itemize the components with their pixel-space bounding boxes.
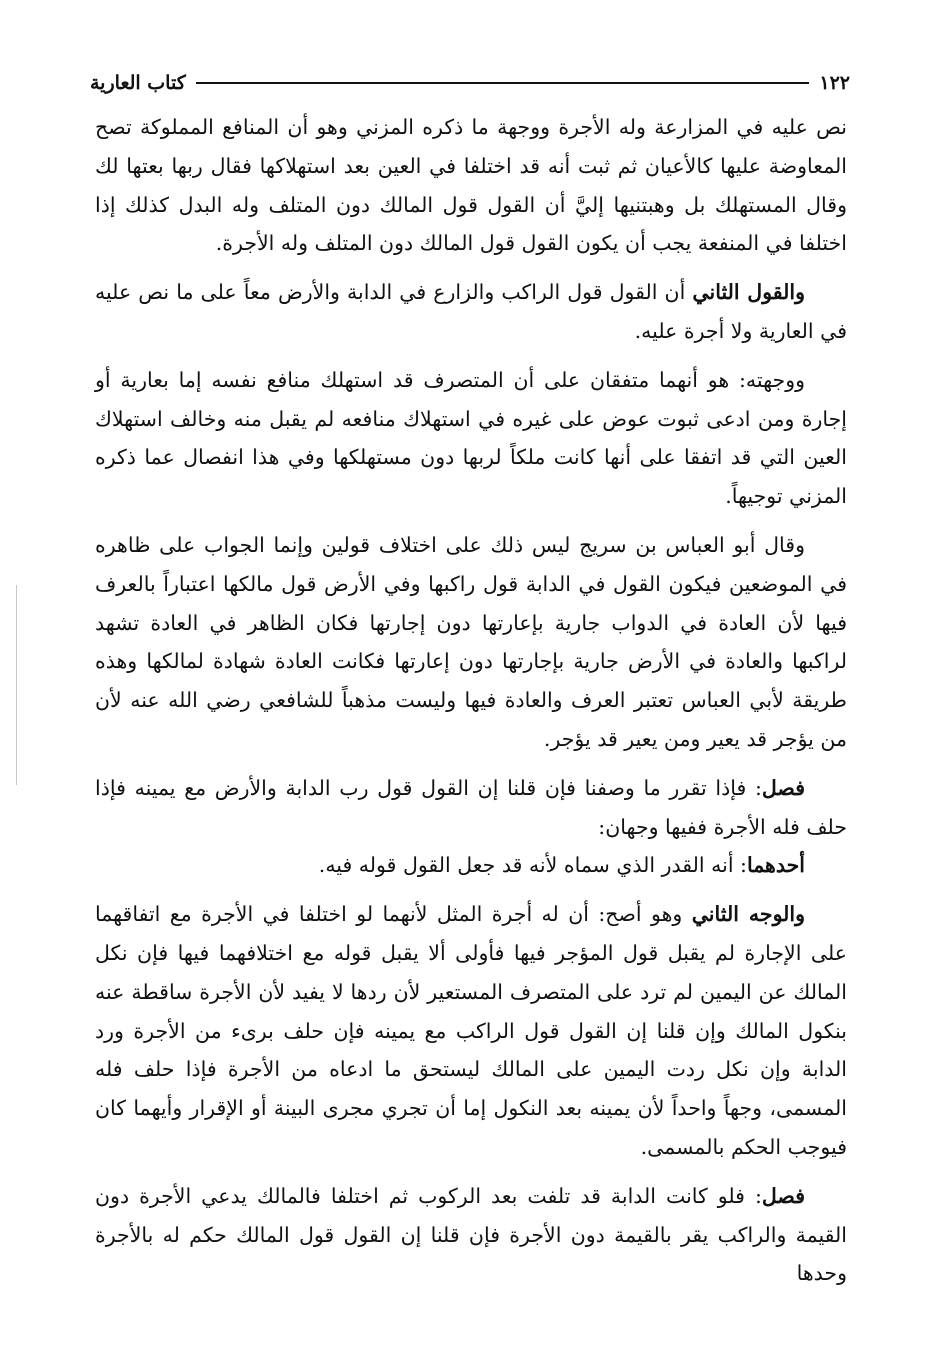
scan-edge-mark (16, 585, 17, 785)
paragraph-lead: والقول الثاني (692, 280, 806, 305)
paragraph-text: : فإذا تقرر ما وصفنا فإن قلنا إن القول قول رب الدابة والأرض مع يمينه فإذا حلف فله الأجرة ففيها وجهان: (95, 775, 847, 839)
paragraph (95, 769, 847, 847)
paragraph-text: : فلو كانت الدابة قد تلفت بعد الركوب ثم اختلفا فالمالك يدعي الأجرة دون القيمة والراكب يقر بالقيمة دون الأجرة فإن قلنا إن القول قول المالك حكم له بالأجرة وحدها (95, 1183, 847, 1286)
paragraph (95, 361, 847, 516)
paragraph-lead: فصل (761, 1183, 805, 1208)
paragraph-text: نص عليه في المزارعة وله الأجرة ووجهة ما ذكره المزني وهو أن المنافع المملوكة تصح المعاوضة عليها كالأعيان ثم ثبت أنه قد اختلفا في العين بعد استهلاكها فقال ربها بعتها لك وقال المستهلك بل وهبتنيها إليَّ أن القول قول المالك دون المتلف وله البدل كذلك إذا اختلفا في المنفعة يجب أن يكون القول قول المالك دون المتلف وله الأجرة. (95, 115, 847, 256)
paragraph-lead: أحدهما (746, 853, 805, 878)
paragraph-text: : أنه القدر الذي سماه لأنه قد جعل القول قوله فيه. (318, 853, 747, 878)
paragraph-lead: فصل (761, 775, 805, 800)
paragraph-text: وقال أبو العباس بن سريج ليس ذلك على اختلاف قولين وإنما الجواب على ظاهره في الموضعين فيكون القول في الدابة قول راكبها وفي الأرض قول مالكها اعتباراً بالعرف فيها لأن العادة في الدواب جارية بإعارتها دون إجارتها فكان الظاهر في العادة تشهد لراكبها والعادة في الأرض جارية بإجارتها دون إعارتها فكانت العادة شهادة لمالكها وهذه طريقة لأبي العباس تعتبر العرف والعادة فيها وليست مذهباً للشافعي رضي الله عنه لأن من يؤجر قد يعير ومن يعير قد يؤجر. (95, 532, 847, 751)
paragraph (95, 526, 847, 759)
page-number: ١٢٢ (819, 72, 850, 94)
running-header (90, 66, 850, 100)
paragraph (95, 108, 847, 263)
paragraph (95, 273, 847, 351)
book-title: كتاب العارية (90, 72, 186, 94)
paragraph-lead: والوجه الثاني (691, 902, 806, 927)
paragraph-text: أن القول قول الراكب والزارع في الدابة والأرض معاً على ما نص عليه في العارية ولا أجرة عليه. (95, 280, 847, 343)
paragraph (95, 1177, 847, 1293)
body-text (95, 108, 847, 1303)
paragraph (95, 895, 847, 1167)
paragraph (95, 846, 847, 885)
paragraph-text: ووجهته: هو أنهما متفقان على أن المتصرف قد استهلك منافع نفسه إما بعارية أو إجارة ومن ادعى ثبوت عوض على غيره في استهلاك منافعه لم يقبل منه وخالف استهلاك العين التي قد اتفقا على أنها كانت ملكاً لربها دون مستهلكها وفي هذا انفصال عما ذكره المزني توجيهاً. (95, 367, 847, 509)
header-rule (196, 82, 810, 84)
paragraph-text: وهو أصح: أن له أجرة المثل لأنهما لو اختلفا في الأجرة مع اتفاقهما على الإجارة لم يقبل قول المؤجر فيها فأولى ألا يقبل قوله مع اختلافهما فيها فإن نكل المالك عن اليمين لم ترد على المتصرف المستعير لأن ردها لا يفيد لأن الأجرة ساقطة عنه بنكول المالك وإن قلنا إن القول قول الراكب مع يمينه فإن حلف برىء من الأجرة ورد الدابة وإن نكل ردت اليمين على المالك ليستحق ما ادعاه من الأجرة فإذا حلف فله المسمى، وجهاً واحداً لأن يمينه بعد النكول إما أن تجري مجرى البينة أو الإقرار وأيهما كان فيوجب الحكم بالمسمى. (95, 902, 847, 1159)
